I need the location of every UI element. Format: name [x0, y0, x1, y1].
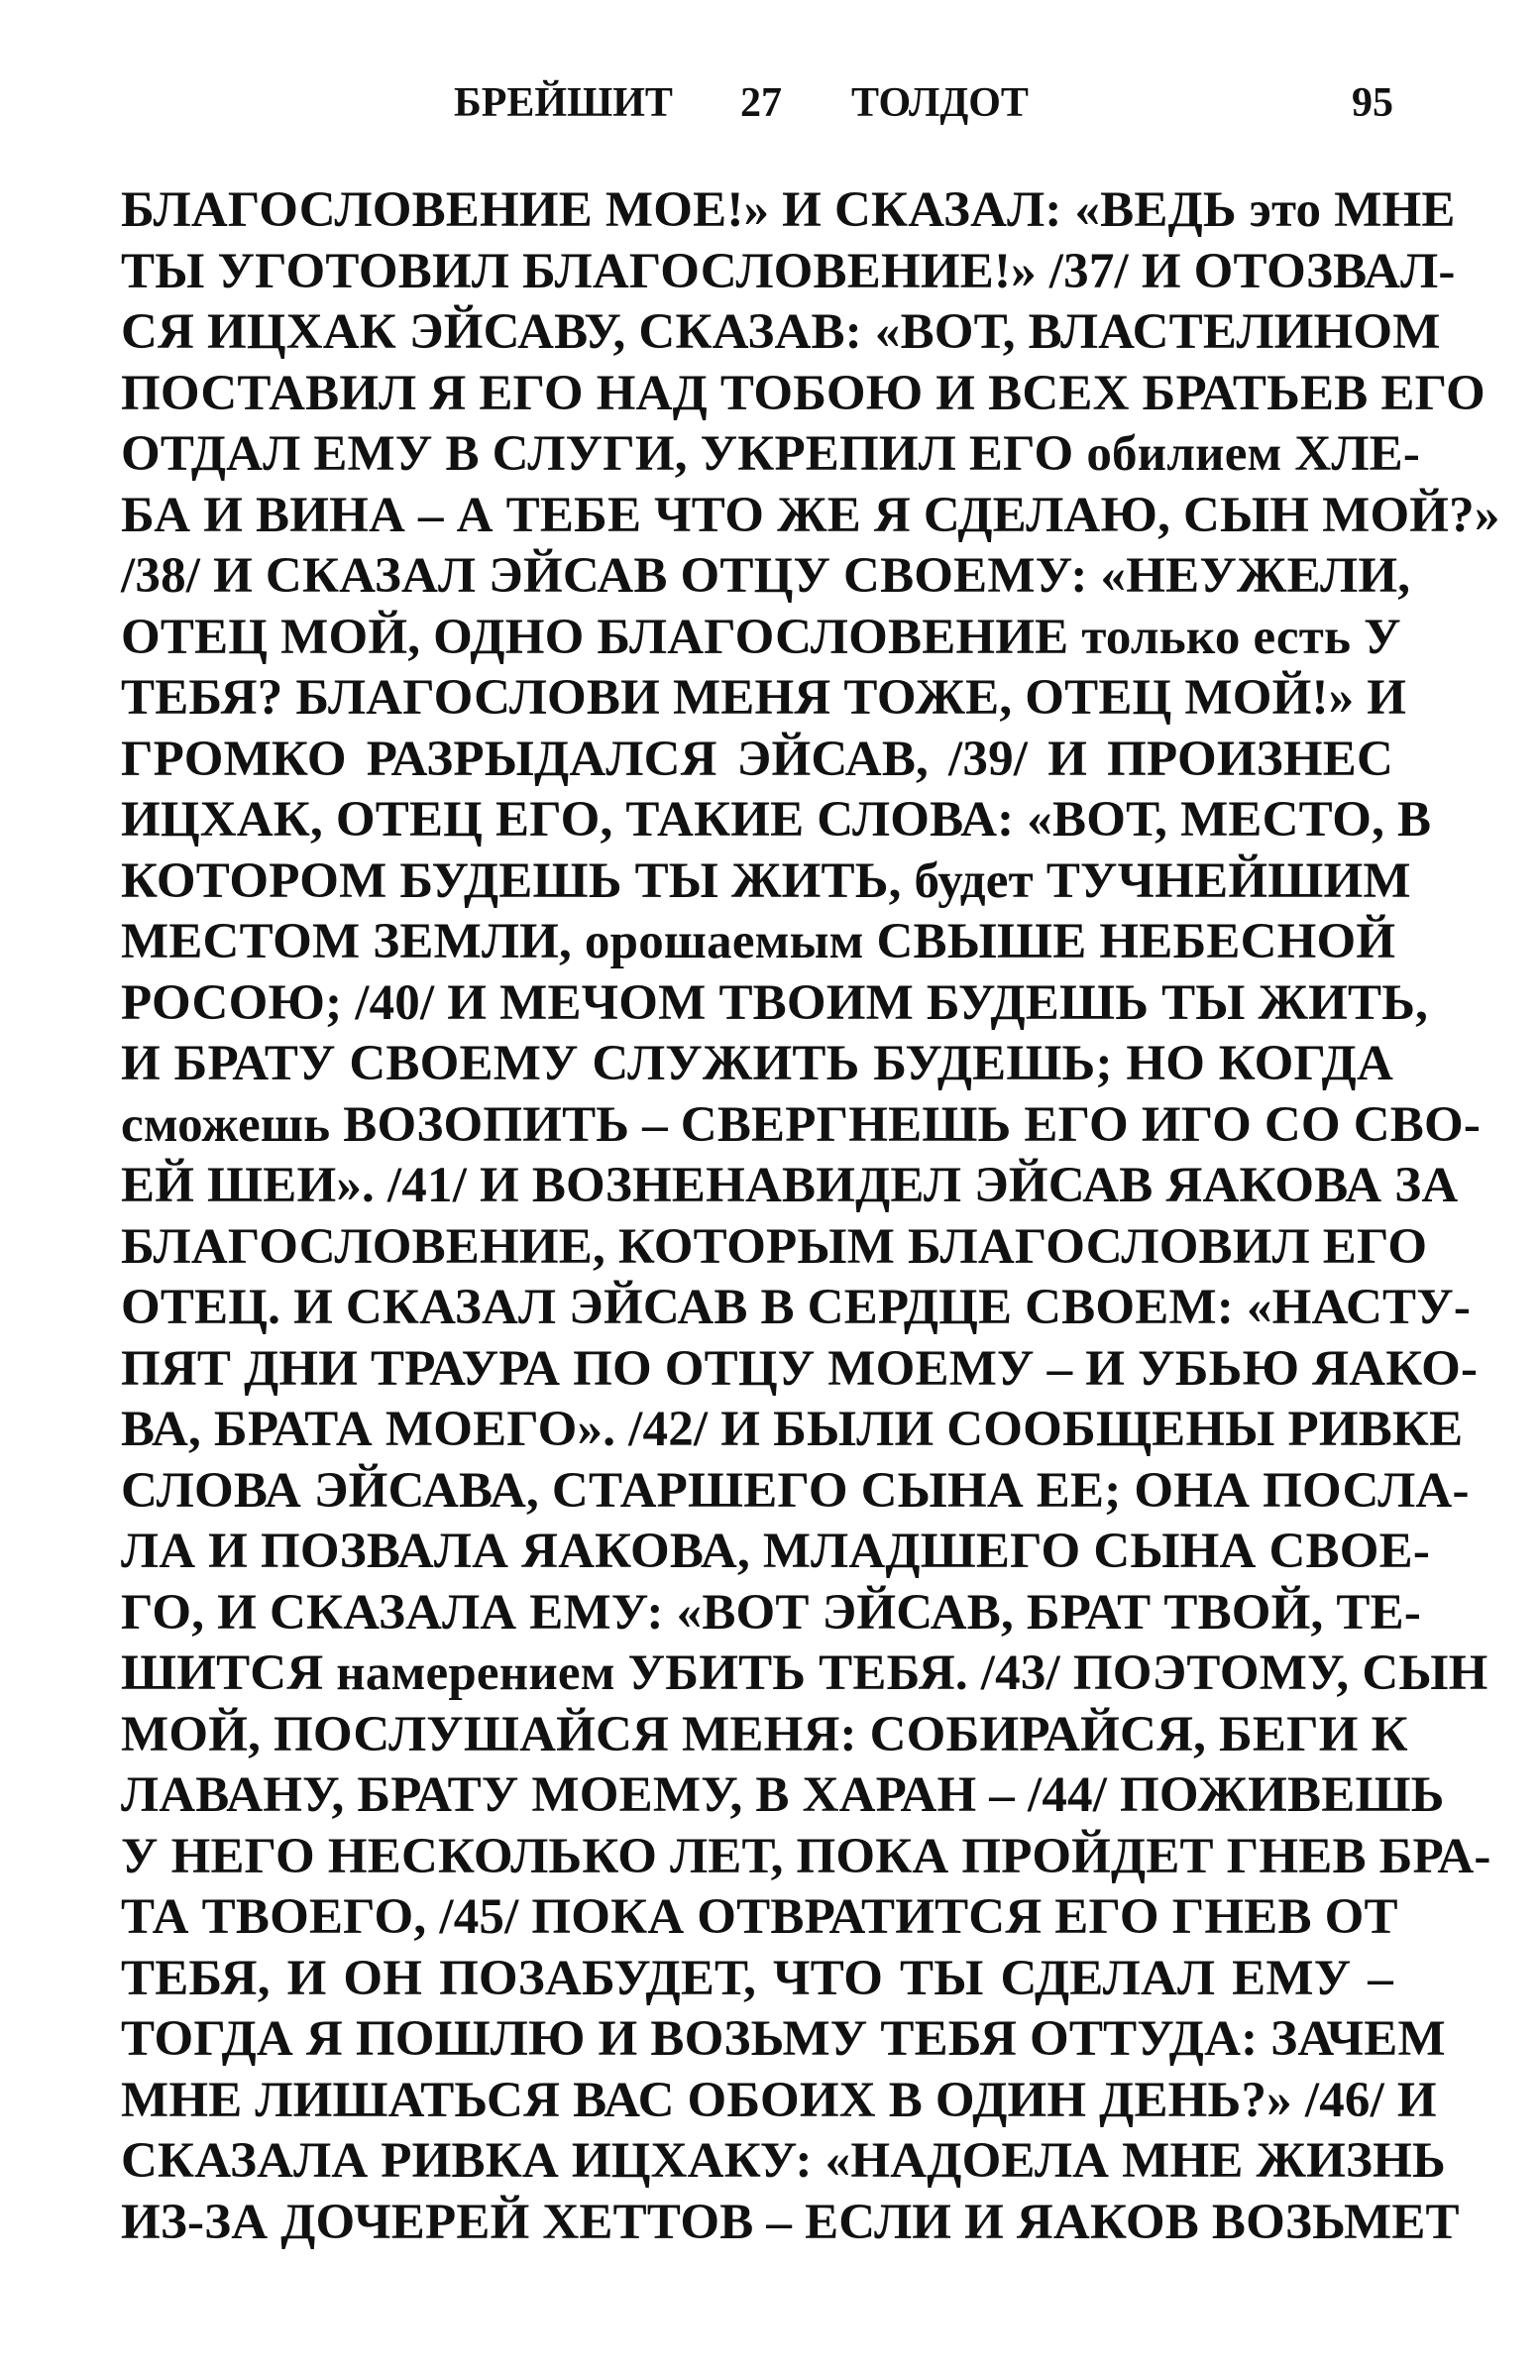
text-line: ИЦХАК, ОТЕЦ ЕГО, ТАКИЕ СЛОВА: «ВОТ, МЕСТО, В: [121, 792, 1432, 848]
text-line: ТЕБЯ, И ОН ПОЗАБУДЕТ, ЧТО ТЫ СДЕЛАЛ ЕМУ –: [121, 1950, 1393, 2006]
text-line: ЛАВАНУ, БРАТУ МОЕМУ, В ХАРАН – /44/ ПОЖИВЕШЬ: [121, 1767, 1445, 1823]
text-line: БЛАГОСЛОВЕНИЕ, КОТОРЫМ БЛАГОСЛОВИЛ ЕГО: [121, 1218, 1428, 1275]
text-line: ГРОМКО РАЗРЫДАЛСЯ ЭЙСАВ, /39/ И ПРОИЗНЕС: [121, 731, 1393, 787]
text-line: сможешь ВОЗОПИТЬ – СВЕРГНЕШЬ ЕГО ИГО СО СВО-: [121, 1096, 1482, 1153]
text-line: МЕСТОМ ЗЕМЛИ, орошаемым СВЫШЕ НЕБЕСНОЙ: [121, 914, 1396, 969]
text-line: /38/ И СКАЗАЛ ЭЙСАВ ОТЦУ СВОЕМУ: «НЕУЖЕЛИ,: [121, 548, 1411, 604]
running-head-chapter-number: 27: [740, 80, 782, 126]
text-line: МНЕ ЛИШАТЬСЯ ВАС ОБОИХ В ОДИН ДЕНЬ?» /46/ И: [121, 2072, 1437, 2128]
text-line: РОСОЮ; /40/ И МЕЧОМ ТВОИМ БУДЕШЬ ТЫ ЖИТЬ,: [121, 974, 1429, 1031]
text-line: ПЯТ ДНИ ТРАУРА ПО ОТЦУ МОЕМУ – И УБЬЮ ЯАКО-: [121, 1340, 1479, 1397]
text-line: ОТЕЦ МОЙ, ОДНО БЛАГОСЛОВЕНИЕ только есть У: [121, 609, 1401, 665]
text-line: ТОГДА Я ПОШЛЮ И ВОЗЬМУ ТЕБЯ ОТТУДА: ЗАЧЕМ: [121, 2011, 1446, 2067]
text-line: У НЕГО НЕСКОЛЬКО ЛЕТ, ПОКА ПРОЙДЕТ ГНЕВ БРА-: [121, 1828, 1491, 1884]
text-line: БЛАГОСЛОВЕНИЕ МОЕ!» И СКАЗАЛ: «ВЕДЬ это МНЕ: [121, 182, 1456, 238]
text-line: МОЙ, ПОСЛУШАЙСЯ МЕНЯ: СОБИРАЙСЯ, БЕГИ К: [121, 1706, 1408, 1762]
text-line: ТЕБЯ? БЛАГОСЛОВИ МЕНЯ ТОЖЕ, ОТЕЦ МОЙ!» И: [121, 670, 1407, 726]
page-number: 95: [1352, 80, 1393, 126]
text-line: ЕЙ ШЕИ». /41/ И ВОЗНЕНАВИДЕЛ ЭЙСАВ ЯАКОВА ЗА: [121, 1158, 1459, 1213]
text-line: СЛОВА ЭЙСАВА, СТАРШЕГО СЫНА ЕЕ; ОНА ПОСЛА-: [121, 1462, 1470, 1519]
text-line: И БРАТУ СВОЕМУ СЛУЖИТЬ БУДЕШЬ; НО КОГДА: [121, 1036, 1393, 1091]
text-line: СКАЗАЛА РИВКА ИЦХАКУ: «НАДОЕЛА МНЕ ЖИЗНЬ: [121, 2133, 1446, 2189]
running-head: [121, 73, 1393, 133]
text-line: ИЗ-ЗА ДОЧЕРЕЙ ХЕТТОВ – ЕСЛИ И ЯАКОВ ВОЗЬМЕТ: [121, 2194, 1460, 2250]
text-line: БА И ВИНА – А ТЕБЕ ЧТО ЖЕ Я СДЕЛАЮ, СЫН МОЙ?»: [121, 487, 1500, 543]
text-line: ГО, И СКАЗАЛА ЕМУ: «ВОТ ЭЙСАВ, БРАТ ТВОЙ, ТЕ-: [121, 1584, 1422, 1641]
text-line: ПОСТАВИЛ Я ЕГО НАД ТОБОЮ И ВСЕХ БРАТЬЕВ ЕГО: [121, 365, 1485, 421]
running-head-book-title: БРЕЙШИТ: [454, 80, 673, 126]
text-line: ЛА И ПОЗВАЛА ЯАКОВА, МЛАДШЕГО СЫНА СВОЕ-: [121, 1524, 1431, 1579]
text-line: СЯ ИЦХАК ЭЙСАВУ, СКАЗАВ: «ВОТ, ВЛАСТЕЛИНОМ: [121, 304, 1441, 360]
text-line: ШИТСЯ намерением УБИТЬ ТЕБЯ. /43/ ПОЭТОМУ, СЫН: [121, 1645, 1488, 1701]
text-line: ОТЕЦ. И СКАЗАЛ ЭЙСАВ В СЕРДЦЕ СВОЕМ: «НАСТУ-: [121, 1280, 1472, 1335]
text-line: ВА, БРАТА МОЕГО». /42/ И БЫЛИ СООБЩЕНЫ РИВКЕ: [121, 1402, 1464, 1457]
body-text: [121, 180, 1500, 2253]
text-line: ТЫ УГОТОВИЛ БЛАГОСЛОВЕНИЕ!» /37/ И ОТОЗВАЛ-: [121, 243, 1456, 299]
text-line: ОТДАЛ ЕМУ В СЛУГИ, УКРЕПИЛ ЕГО обилием ХЛЕ-: [121, 426, 1421, 482]
text-line: КОТОРОМ БУДЕШЬ ТЫ ЖИТЬ, будет ТУЧНЕЙШИМ: [121, 852, 1411, 909]
text-line: ТА ТВОЕГО, /45/ ПОКА ОТВРАТИТСЯ ЕГО ГНЕВ ОТ: [121, 1889, 1398, 1945]
running-head-parsha-title: ТОЛДОТ: [851, 80, 1029, 126]
